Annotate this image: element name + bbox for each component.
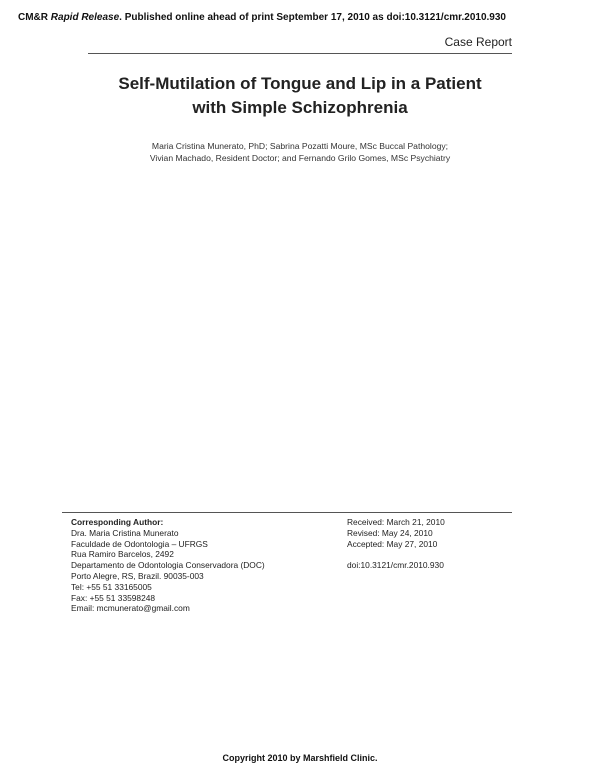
footnote-divider bbox=[62, 512, 512, 513]
author-list bbox=[60, 140, 540, 164]
corr-line-street: Rua Ramiro Barcelos, 2492 bbox=[71, 549, 174, 560]
journal-prefix: CM&R bbox=[18, 12, 51, 23]
article-title bbox=[60, 72, 540, 120]
revised-date: Revised: May 24, 2010 bbox=[347, 527, 433, 538]
submission-dates bbox=[347, 517, 445, 571]
corr-line-fax: Fax: +55 51 33598248 bbox=[71, 592, 156, 603]
copyright-notice: Copyright 2010 by Marshfield Clinic. bbox=[222, 753, 378, 763]
corr-line-city: Porto Alegre, RS, Brazil. 90035-003 bbox=[71, 570, 204, 581]
title-line-2: with Simple Schizophrenia bbox=[192, 98, 408, 117]
doi-text: doi:10.3121/cmr.2010.930 bbox=[347, 560, 444, 571]
authors-line-2: Vivian Machado, Resident Doctor; and Fernando Grilo Gomes, MSc Psychiatry bbox=[149, 153, 451, 163]
corr-line-tel: Tel: +55 51 33165005 bbox=[71, 581, 152, 592]
received-date: Received: March 21, 2010 bbox=[347, 517, 445, 527]
publication-note: . Published online ahead of print September 17, 2010 as doi:10.3121/cmr.2010.930 bbox=[119, 12, 506, 23]
accepted-date: Accepted: May 27, 2010 bbox=[347, 538, 438, 549]
corr-line-email: Email: mcmunerato@gmail.com bbox=[71, 603, 190, 614]
authors-line-1: Maria Cristina Munerato, PhD; Sabrina Pozatti Moure, MSc Buccal Pathology; bbox=[151, 141, 449, 151]
corr-line-faculty: Faculdade de Odontologia – UFRGS bbox=[71, 538, 208, 549]
header-divider bbox=[88, 53, 512, 54]
rapid-release-banner bbox=[18, 12, 506, 23]
journal-italic: Rapid Release bbox=[50, 12, 120, 23]
corr-line-department: Departamento de Odontologia Conservadora (DOC) bbox=[71, 560, 265, 571]
corresponding-author-block bbox=[71, 517, 265, 614]
title-line-1: Self-Mutilation of Tongue and Lip in a Patient bbox=[118, 74, 482, 93]
section-label: Case Report bbox=[444, 35, 512, 49]
corresponding-author-heading: Corresponding Author: bbox=[71, 517, 164, 527]
corr-line-name: Dra. Maria Cristina Munerato bbox=[71, 527, 179, 538]
